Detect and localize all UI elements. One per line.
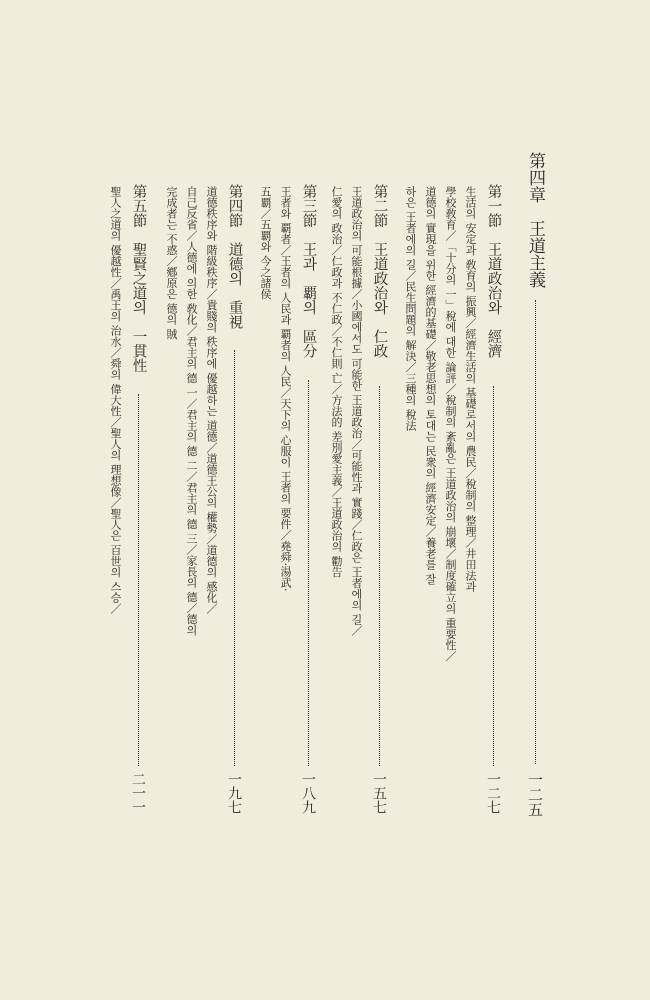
section-5-line-1: 聖人之道의 優越性／禹王의 治水／舜의 偉大性／聖人의 理想像／聖人은 百世의 스승／ — [109, 186, 122, 614]
section-1-line-4: 하은 王者에의 길／民生問題의 解決／三種의 稅法 — [404, 186, 417, 431]
chapter-leader — [535, 300, 536, 764]
section-4-leader — [234, 350, 235, 766]
section-5-page: 二一一 — [130, 772, 146, 814]
section-4-line-3: 完成者는 不惑／鄕原은 德의 賊 — [165, 186, 178, 340]
section-1-line-1: 生活의 安定과 敎育의 振興／經濟生活의 基礎로서의 農民／稅制의 整理／井田法과 — [464, 186, 477, 592]
section-2-leader — [379, 386, 380, 766]
section-2-page: 一五七 — [371, 772, 387, 814]
section-3-line-2: 五覇／五覇와 今之諸侯 — [259, 186, 272, 300]
section-1-line-3: 道德의 實現을 위한 經濟的基礎／敬老思想의 토대는 民衆의 經濟安定／養老를 잘 — [424, 186, 437, 585]
section-3-title: 第三節 王과 覇의 區分 — [300, 184, 317, 358]
section-2-line-1: 王道政治의 可能根據／小國에서도 可能한 王道政治／可能性과 實踐／仁政은 王者에의 길／ — [350, 186, 363, 636]
section-1-line-2: 學校敎育／「十分의 一」稅에 대한 論評／稅制의 紊亂은 王道政治의 崩壞／制度確立의 重要性／ — [444, 186, 457, 662]
section-4-line-1: 道德秩序와 階級秩序／貴賤의 秩序에 優越하는 道德／道德王公의 權勢／道德의 感化／ — [205, 186, 218, 614]
section-3-page: 一八九 — [300, 772, 316, 814]
section-1-leader — [493, 386, 494, 766]
section-4-title: 第四節 道德의 重視 — [226, 184, 243, 329]
section-3-leader — [308, 380, 309, 766]
section-1-title: 第一節 王道政治와 經濟 — [485, 184, 502, 358]
section-4-page: 一九七 — [226, 772, 242, 814]
section-3-line-1: 王者와 覇者／王者의 人民과 覇者의 人民／天下의 心服이 王者의 要件／堯舜·湯武· — [279, 186, 292, 592]
section-5-title: 第五節 聖賢之道의 一貫性 — [130, 184, 147, 373]
chapter-page: 一二五 — [526, 772, 544, 817]
chapter-title: 第四章 王道主義 — [525, 152, 545, 288]
section-4-line-2: 自己反省／人德에 의한 敎化／君主의 德 一／君主의 德 二／君主의 德 三／家長의 德／德의 — [185, 186, 198, 636]
section-2-line-2: 仁愛의 政治／仁政과 不仁政／不仁則 亡／方法的 差別愛主義／王道政治의 勸告 — [330, 186, 343, 578]
section-2-title: 第二節 王道政治와 仁政 — [371, 184, 388, 358]
section-5-leader — [138, 394, 139, 766]
section-1-page: 一二七 — [485, 772, 501, 814]
